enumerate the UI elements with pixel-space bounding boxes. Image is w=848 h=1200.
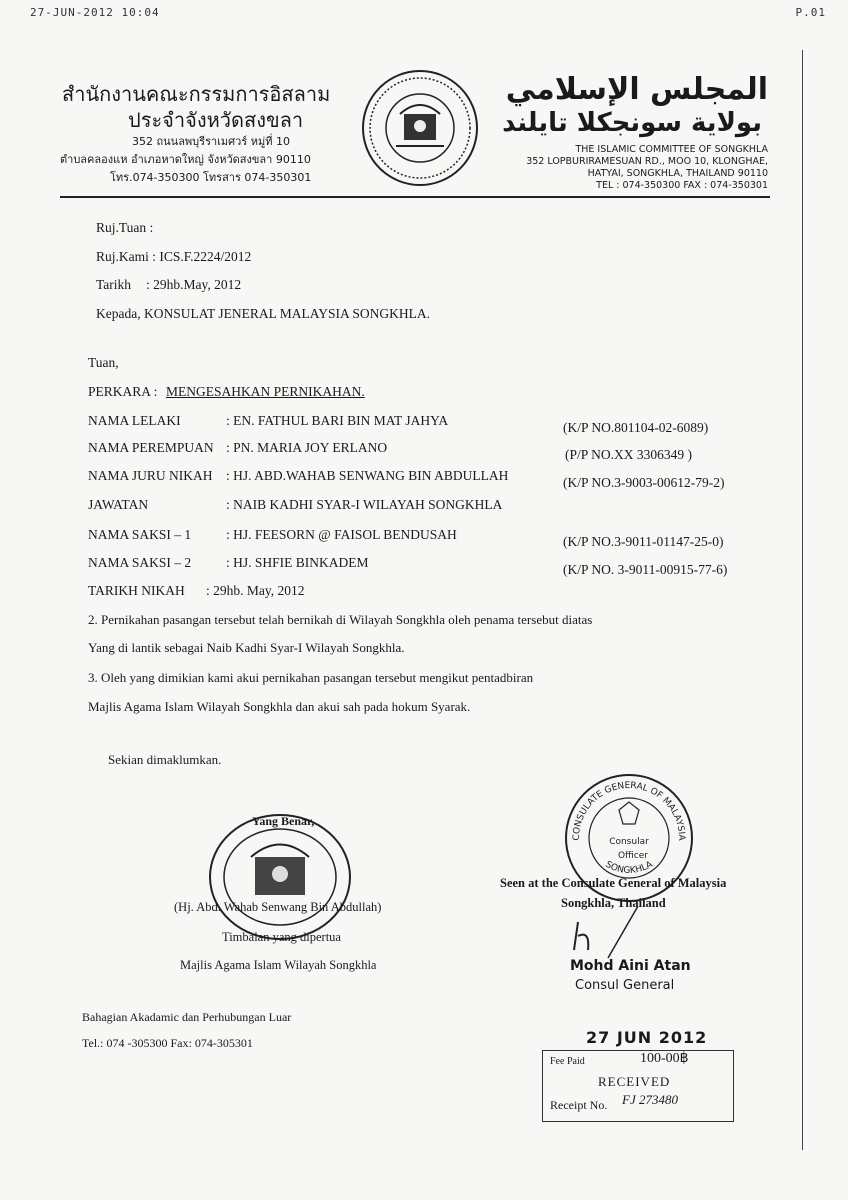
subject-label: PERKARA : xyxy=(88,384,158,399)
thai-org-province: ประจำจังหวัดสงขลา xyxy=(128,108,304,132)
arabic-org-location: بولاية سونجكلا تايلند xyxy=(502,108,762,138)
majlis-seal xyxy=(205,812,355,942)
footer-contact: Tel.: 074 -305300 Fax: 074-305301 xyxy=(82,1036,253,1050)
received-label: RECEIVED xyxy=(598,1074,671,1089)
islamic-committee-emblem xyxy=(360,68,480,188)
consulate-seal-center-1: Consular xyxy=(609,837,649,847)
thai-org-name: สำนักงานคณะกรรมการอิสลาม xyxy=(62,82,331,106)
detail-value: : 29hb. May, 2012 xyxy=(206,583,305,598)
fax-page-number: P.01 xyxy=(795,6,826,19)
thai-address-2: ตำบลคลองแห อำเภอหาดใหญ่ จังหวัดสงขลา 90110 xyxy=(60,153,311,166)
detail-id: (K/P NO.3-9003-00612-79-2) xyxy=(563,475,725,490)
consulate-seal-center-2: Officer xyxy=(618,851,648,861)
detail-value: : HJ. SHFIE BINKADEM xyxy=(226,555,369,570)
received-date: 27 JUN 2012 xyxy=(586,1028,708,1047)
detail-id: (K/P NO.3-9011-01147-25-0) xyxy=(563,534,724,549)
detail-label: NAMA JURU NIKAH xyxy=(88,468,213,483)
detail-id: (K/P NO. 3-9011-00915-77-6) xyxy=(563,562,728,577)
detail-value: : HJ. FEESORN @ FAISOL BENDUSAH xyxy=(226,527,457,542)
consul-signature xyxy=(568,900,658,960)
fee-value: 100-00฿ xyxy=(640,1051,689,1066)
english-phone: TEL : 074-350300 FAX : 074-350301 xyxy=(596,180,768,191)
consulate-endorsement-line-2: Songkhla, Thailand xyxy=(561,896,666,910)
fee-label: Fee Paid xyxy=(550,1056,585,1067)
detail-value: : PN. MARIA JOY ERLANO xyxy=(226,440,388,455)
date-label: Tarikh xyxy=(96,277,132,292)
closing-remark: Sekian dimaklumkan. xyxy=(108,752,222,767)
detail-label: JAWATAN xyxy=(88,497,149,512)
detail-label: NAMA SAKSI – 2 xyxy=(88,555,192,570)
addressee: Kepada, KONSULAT JENERAL MALAYSIA SONGKHLA. xyxy=(96,306,430,321)
english-address-2: HATYAI, SONGKHLA, THAILAND 90110 xyxy=(587,168,768,179)
detail-label: TARIKH NIKAH xyxy=(88,583,185,598)
detail-value: : EN. FATHUL BARI BIN MAT JAHYA xyxy=(226,413,449,428)
detail-value: : HJ. ABD.WAHAB SENWANG BIN ABDULLAH xyxy=(226,468,509,483)
signatory-organization: Majlis Agama Islam Wilayah Songkhla xyxy=(180,958,377,972)
scan-edge-line xyxy=(802,50,803,1150)
date-value: : 29hb.May, 2012 xyxy=(146,277,242,292)
salutation: Tuan, xyxy=(88,355,119,370)
detail-label: NAMA SAKSI – 1 xyxy=(88,527,192,542)
detail-id: (K/P NO.801104-02-6089) xyxy=(563,420,709,435)
consul-title: Consul General xyxy=(575,978,675,993)
signatory-name: (Hj. Abd. Wahab Senwang Bin Abdullah) xyxy=(174,900,382,914)
paragraph-2-line-1: 2. Pernikahan pasangan tersebut telah bernikah di Wilayah Songkhla oleh penama tersebut diatas xyxy=(88,612,593,627)
detail-id: (P/P NO.XX 3306349 ) xyxy=(565,447,693,462)
consulate-endorsement-line-1: Seen at the Consulate General of Malaysia xyxy=(500,876,727,890)
consulate-seal-ring-text: CONSULATE GENERAL OF MALAYSIA xyxy=(571,780,687,841)
thai-address-1: 352 ถนนลพบุรีราเมศวร์ หมู่ที่ 10 xyxy=(132,135,290,148)
footer-department: Bahagian Akadamic dan Perhubungan Luar xyxy=(82,1010,292,1024)
english-org-name: THE ISLAMIC COMMITTEE OF SONGKHLA xyxy=(575,144,768,155)
detail-value: : NAIB KADHI SYAR-I WILAYAH SONGKHLA xyxy=(226,497,503,512)
paragraph-3-line-2: Majlis Agama Islam Wilayah Songkhla dan akui sah pada hokum Syarak. xyxy=(88,699,471,714)
fax-timestamp: 27-JUN-2012 10:04 xyxy=(30,6,160,19)
detail-label: NAMA LELAKI xyxy=(88,413,181,428)
paragraph-2-line-2: Yang di lantik sebagai Naib Kadhi Syar-I Wilayah Songkhla. xyxy=(88,640,405,655)
paragraph-3-line-1: 3. Oleh yang dimikian kami akui pernikahan pasangan tersebut mengikut pentadbiran xyxy=(88,670,534,685)
receipt-label: Receipt No. xyxy=(550,1098,608,1112)
signatory-title: Timbalan yang dipertua xyxy=(222,930,341,944)
thai-phone: โทร.074-350300 โทรสาร 074-350301 xyxy=(110,171,312,184)
letterhead-divider xyxy=(60,196,770,198)
arabic-org-name: المجلس الإسلامي xyxy=(505,72,768,107)
yours-truly: Yang Benar, xyxy=(252,814,315,828)
consulate-seal-bottom-text: SONGKHLA xyxy=(603,859,655,877)
receipt-number: FJ 273480 xyxy=(622,1092,678,1107)
subject-value: MENGESAHKAN PERNIKAHAN. xyxy=(166,384,365,399)
ruj-kami: Ruj.Kami : ICS.F.2224/2012 xyxy=(96,249,252,264)
ruj-tuan: Ruj.Tuan : xyxy=(96,220,154,235)
english-address-1: 352 LOPBURIRAMESUAN RD., MOO 10, KLONGHAE, xyxy=(526,156,768,167)
detail-label: NAMA PEREMPUAN xyxy=(88,440,214,455)
consul-name: Mohd Aini Atan xyxy=(570,958,691,974)
